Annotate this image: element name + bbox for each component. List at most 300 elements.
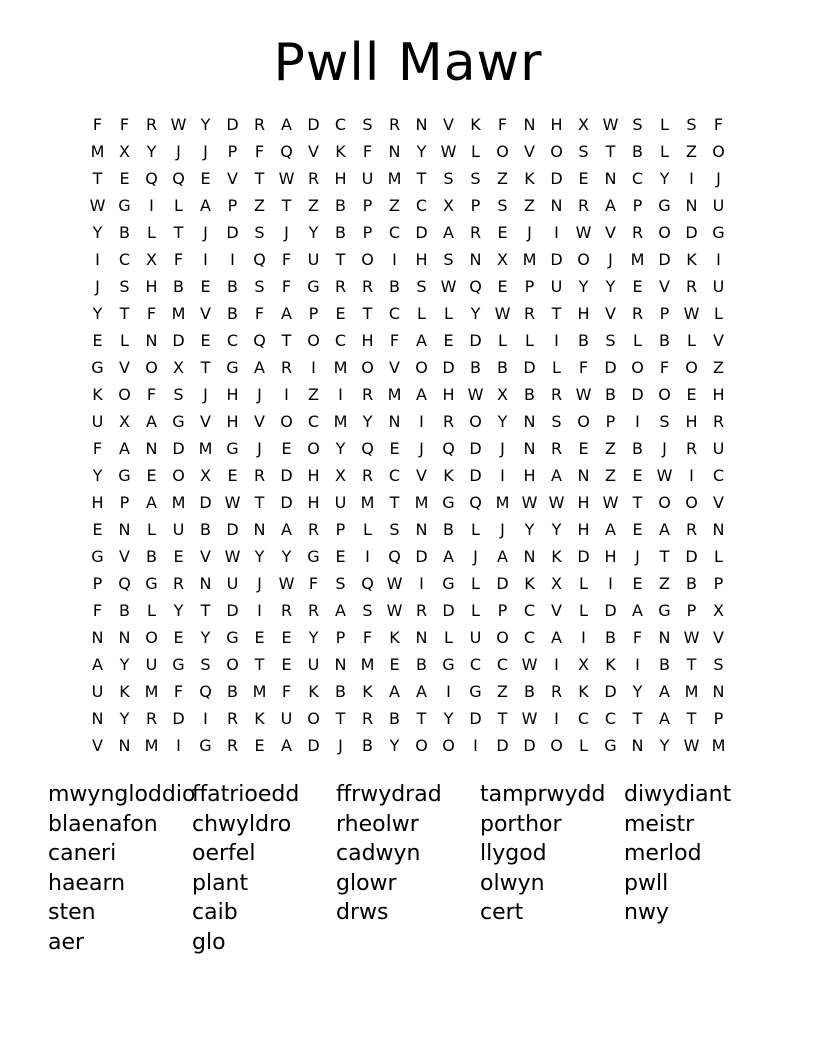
word-list-item: diwydiant — [624, 782, 732, 807]
grid-letter: M — [333, 412, 348, 431]
grid-letter: W — [224, 547, 241, 566]
grid-letter: B — [524, 385, 535, 404]
grid-letter: K — [443, 466, 454, 485]
grid-letter: Z — [497, 169, 508, 188]
grid-letter: I — [554, 223, 559, 242]
grid-letter: J — [500, 439, 505, 458]
grid-letter: T — [335, 709, 346, 728]
grid-letter: C — [712, 466, 725, 485]
grid-letter: H — [712, 385, 725, 404]
grid-letter: E — [254, 736, 265, 755]
grid-letter: K — [470, 115, 481, 134]
grid-letter: S — [686, 115, 697, 134]
grid-letter: Q — [361, 574, 374, 593]
grid-letter: F — [578, 358, 589, 377]
grid-letter: D — [550, 169, 563, 188]
grid-letter: V — [308, 142, 319, 161]
grid-letter: R — [307, 601, 320, 620]
grid-letter: E — [497, 277, 508, 296]
grid-letter: J — [635, 547, 640, 566]
grid-letter: F — [173, 250, 184, 269]
grid-letter: A — [605, 520, 616, 539]
grid-letter: O — [307, 331, 320, 350]
grid-letter: T — [173, 223, 184, 242]
grid-letter: N — [91, 628, 104, 647]
grid-letter: E — [389, 655, 400, 674]
grid-letter: C — [334, 115, 347, 134]
grid-letter: K — [335, 142, 346, 161]
grid-letter: Z — [713, 358, 724, 377]
grid-letter: Q — [469, 493, 482, 512]
grid-letter: T — [389, 493, 400, 512]
grid-letter: Z — [308, 385, 319, 404]
grid-letter: D — [172, 709, 185, 728]
grid-letter: W — [602, 115, 619, 134]
grid-letter: T — [200, 601, 211, 620]
grid-letter: P — [659, 304, 670, 323]
grid-letter: N — [523, 115, 536, 134]
grid-letter: I — [500, 466, 505, 485]
grid-letter: N — [712, 520, 725, 539]
grid-letter: Z — [497, 682, 508, 701]
grid-letter: B — [659, 655, 670, 674]
grid-letter: C — [388, 466, 401, 485]
word-list-item: glowr — [336, 870, 397, 896]
grid-letter: L — [444, 628, 453, 647]
grid-letter: W — [386, 601, 403, 620]
grid-letter: X — [578, 655, 589, 674]
grid-letter: E — [632, 574, 643, 593]
grid-letter: T — [686, 655, 697, 674]
grid-letter: G — [307, 277, 320, 296]
word-list-item: oerfel — [192, 841, 256, 867]
grid-letter: O — [550, 142, 563, 161]
grid-letter: E — [92, 331, 103, 350]
grid-letter: Y — [632, 682, 643, 701]
grid-letter: F — [119, 115, 130, 134]
grid-letter: A — [200, 196, 211, 215]
grid-letter: W — [278, 574, 295, 593]
grid-letter: I — [257, 601, 262, 620]
grid-letter: P — [92, 574, 103, 593]
grid-letter: A — [605, 196, 616, 215]
grid-letter: E — [686, 385, 697, 404]
word-list-item: meistr — [624, 811, 695, 837]
grid-letter: Y — [92, 466, 103, 485]
grid-letter: J — [527, 223, 532, 242]
grid-letter: B — [443, 520, 454, 539]
grid-letter: M — [387, 169, 402, 188]
grid-letter: B — [389, 709, 400, 728]
grid-letter: A — [416, 682, 427, 701]
grid-letter: D — [604, 682, 617, 701]
grid-letter: S — [416, 277, 427, 296]
grid-letter: V — [119, 547, 130, 566]
grid-letter: B — [200, 520, 211, 539]
grid-letter: I — [716, 250, 721, 269]
grid-letter: W — [602, 493, 619, 512]
grid-letter: N — [388, 142, 401, 161]
grid-letter: G — [172, 412, 185, 431]
word-list-item: pwll — [624, 870, 669, 896]
grid-letter: C — [604, 709, 617, 728]
grid-letter: N — [118, 628, 131, 647]
grid-letter: P — [119, 493, 130, 512]
grid-letter: L — [660, 142, 669, 161]
grid-letter: R — [550, 385, 563, 404]
grid-letter: R — [361, 385, 374, 404]
grid-letter: S — [497, 196, 508, 215]
word-list-item: porthor — [480, 811, 562, 837]
grid-letter: G — [658, 601, 671, 620]
grid-letter: Q — [118, 574, 131, 593]
grid-letter: C — [577, 709, 590, 728]
grid-letter: X — [200, 466, 211, 485]
grid-letter: D — [469, 439, 482, 458]
grid-letter: K — [578, 682, 589, 701]
grid-letter: Y — [308, 628, 319, 647]
grid-letter: G — [604, 736, 617, 755]
grid-letter: M — [414, 493, 429, 512]
grid-letter: L — [147, 601, 156, 620]
grid-letter: B — [119, 601, 130, 620]
grid-letter: H — [361, 331, 374, 350]
grid-letter: S — [659, 412, 670, 431]
grid-letter: L — [633, 331, 642, 350]
grid-letter: D — [280, 493, 293, 512]
grid-letter: A — [281, 115, 292, 134]
grid-letter: W — [683, 304, 700, 323]
grid-letter: V — [200, 412, 211, 431]
grid-letter: P — [632, 196, 643, 215]
grid-letter: I — [338, 385, 343, 404]
grid-letter: D — [550, 250, 563, 269]
grid-letter: H — [577, 493, 590, 512]
page-title: Pwll Mawr — [273, 33, 543, 93]
grid-letter: N — [145, 331, 158, 350]
grid-letter: R — [307, 169, 320, 188]
grid-letter: E — [578, 439, 589, 458]
grid-letter: S — [470, 169, 481, 188]
grid-letter: T — [632, 493, 643, 512]
grid-letter: D — [226, 115, 239, 134]
grid-letter: Y — [659, 736, 670, 755]
grid-letter: G — [226, 628, 239, 647]
grid-letter: N — [658, 628, 671, 647]
grid-letter: D — [496, 574, 509, 593]
grid-letter: R — [253, 466, 266, 485]
grid-letter: W — [440, 142, 457, 161]
grid-letter: W — [575, 385, 592, 404]
grid-letter: N — [469, 250, 482, 269]
grid-letter: V — [524, 142, 535, 161]
grid-letter: M — [387, 385, 402, 404]
grid-letter: Y — [524, 520, 535, 539]
grid-letter: O — [469, 412, 482, 431]
grid-letter: R — [685, 439, 698, 458]
grid-letter: D — [442, 601, 455, 620]
grid-letter: X — [497, 385, 508, 404]
grid-letter: T — [254, 655, 265, 674]
grid-letter: B — [227, 277, 238, 296]
grid-letter: O — [361, 358, 374, 377]
grid-letter: R — [550, 682, 563, 701]
grid-letter: S — [362, 115, 373, 134]
grid-letter: V — [659, 277, 670, 296]
grid-letter: R — [712, 412, 725, 431]
word-list-item: blaenafon — [48, 811, 158, 837]
grid-letter: M — [198, 439, 213, 458]
grid-letter: Y — [605, 277, 616, 296]
grid-letter: R — [523, 304, 536, 323]
grid-letter: K — [254, 709, 265, 728]
grid-letter: A — [659, 709, 670, 728]
word-list-item: mwyngloddio — [48, 782, 196, 807]
grid-letter: B — [335, 196, 346, 215]
word-list-item: chwyldro — [192, 811, 292, 837]
grid-letter: S — [632, 115, 643, 134]
grid-letter: O — [415, 358, 428, 377]
grid-letter: Q — [442, 439, 455, 458]
grid-letter: Q — [253, 250, 266, 269]
grid-letter: A — [551, 466, 562, 485]
grid-letter: G — [91, 547, 104, 566]
grid-letter: U — [91, 682, 104, 701]
grid-letter: F — [254, 142, 265, 161]
grid-letter: I — [554, 655, 559, 674]
grid-letter: P — [335, 628, 346, 647]
grid-letter: L — [174, 196, 183, 215]
grid-letter: W — [683, 628, 700, 647]
grid-letter: X — [443, 196, 454, 215]
grid-letter: D — [172, 331, 185, 350]
grid-letter: X — [713, 601, 724, 620]
grid-letter: E — [146, 466, 157, 485]
grid-letter: A — [281, 304, 292, 323]
grid-letter: A — [551, 628, 562, 647]
grid-letter: Y — [659, 169, 670, 188]
grid-letter: J — [95, 277, 100, 296]
grid-letter: Q — [199, 682, 212, 701]
word-list-item: caib — [192, 900, 238, 926]
grid-letter: H — [550, 115, 563, 134]
grid-letter: V — [254, 412, 265, 431]
grid-letter: R — [685, 520, 698, 539]
grid-letter: U — [307, 655, 320, 674]
grid-letter: D — [604, 601, 617, 620]
grid-letter: Q — [145, 169, 158, 188]
grid-letter: L — [147, 520, 156, 539]
grid-letter: O — [442, 736, 455, 755]
word-list-item: merlod — [624, 841, 702, 867]
grid-letter: Y — [119, 655, 130, 674]
grid-letter: R — [415, 601, 428, 620]
grid-letter: F — [173, 682, 184, 701]
grid-letter: N — [550, 196, 563, 215]
grid-letter: I — [581, 628, 586, 647]
grid-letter: X — [551, 574, 562, 593]
grid-letter: B — [497, 358, 508, 377]
grid-letter: B — [686, 574, 697, 593]
grid-letter: T — [119, 304, 130, 323]
grid-letter: K — [92, 385, 103, 404]
grid-letter: N — [415, 115, 428, 134]
grid-letter: H — [523, 466, 536, 485]
grid-letter: F — [92, 115, 103, 134]
grid-letter: T — [281, 196, 292, 215]
grid-letter: L — [552, 358, 561, 377]
grid-letter: R — [631, 304, 644, 323]
grid-letter: W — [683, 736, 700, 755]
grid-letter: F — [254, 304, 265, 323]
grid-letter: C — [388, 223, 401, 242]
grid-letter: P — [524, 277, 535, 296]
grid-letter: E — [281, 439, 292, 458]
grid-letter: F — [281, 250, 292, 269]
grid-letter: A — [497, 547, 508, 566]
grid-letter: G — [469, 682, 482, 701]
grid-letter: U — [469, 628, 482, 647]
grid-letter: U — [712, 439, 725, 458]
grid-letter: L — [498, 331, 507, 350]
word-list-item: ffrwydrad — [336, 782, 442, 807]
grid-letter: X — [119, 412, 130, 431]
grid-letter: J — [500, 520, 505, 539]
word-list-item: tamprwydd — [480, 782, 606, 807]
grid-letter: S — [443, 169, 454, 188]
grid-letter: I — [554, 331, 559, 350]
grid-letter: V — [389, 358, 400, 377]
grid-letter: G — [226, 358, 239, 377]
grid-letter: G — [658, 196, 671, 215]
grid-letter: E — [497, 223, 508, 242]
grid-letter: V — [200, 547, 211, 566]
grid-letter: H — [577, 520, 590, 539]
grid-letter: B — [578, 331, 589, 350]
grid-letter: W — [521, 709, 538, 728]
grid-letter: H — [442, 385, 455, 404]
grid-letter: O — [658, 493, 671, 512]
grid-letter: N — [577, 466, 590, 485]
grid-letter: V — [200, 304, 211, 323]
grid-letter: R — [388, 115, 401, 134]
grid-letter: C — [226, 331, 239, 350]
grid-letter: T — [281, 331, 292, 350]
grid-letter: P — [713, 574, 724, 593]
grid-letter: L — [147, 223, 156, 242]
grid-letter: G — [118, 466, 131, 485]
grid-letter: N — [523, 439, 536, 458]
grid-letter: B — [470, 358, 481, 377]
grid-letter: D — [658, 250, 671, 269]
grid-letter: H — [685, 412, 698, 431]
grid-letter: J — [203, 385, 208, 404]
grid-letter: T — [416, 169, 427, 188]
grid-letter: E — [632, 466, 643, 485]
grid-letter: F — [362, 142, 373, 161]
grid-letter: U — [307, 250, 320, 269]
grid-letter: U — [361, 169, 374, 188]
grid-letter: U — [91, 412, 104, 431]
grid-letter: R — [226, 736, 239, 755]
grid-letter: I — [284, 385, 289, 404]
grid-letter: H — [577, 304, 590, 323]
grid-letter: Z — [686, 142, 697, 161]
grid-letter: B — [362, 736, 373, 755]
grid-letter: C — [469, 655, 482, 674]
grid-letter: N — [118, 736, 131, 755]
grid-letter: A — [281, 736, 292, 755]
grid-letter: A — [281, 520, 292, 539]
grid-letter: J — [338, 736, 343, 755]
grid-letter: L — [471, 520, 480, 539]
grid-letter: E — [200, 277, 211, 296]
grid-letter: C — [415, 196, 428, 215]
grid-letter: P — [713, 709, 724, 728]
grid-letter: K — [308, 682, 319, 701]
grid-letter: T — [551, 304, 562, 323]
grid-letter: O — [577, 250, 590, 269]
grid-letter: W — [89, 196, 106, 215]
grid-letter: S — [362, 601, 373, 620]
grid-letter: Q — [388, 547, 401, 566]
grid-letter: Y — [254, 547, 265, 566]
grid-letter: Y — [308, 223, 319, 242]
grid-letter: M — [144, 682, 159, 701]
grid-letter: F — [497, 115, 508, 134]
grid-letter: E — [335, 547, 346, 566]
grid-letter: L — [687, 331, 696, 350]
grid-letter: Y — [119, 709, 130, 728]
grid-letter: I — [365, 547, 370, 566]
grid-letter: T — [335, 250, 346, 269]
grid-letter: M — [333, 358, 348, 377]
grid-letter: H — [226, 385, 239, 404]
grid-letter: I — [392, 250, 397, 269]
grid-letter: A — [443, 223, 454, 242]
grid-letter: L — [471, 601, 480, 620]
grid-letter: U — [226, 574, 239, 593]
grid-letter: T — [659, 547, 670, 566]
grid-letter: N — [91, 709, 104, 728]
grid-letter: X — [497, 250, 508, 269]
grid-letter: D — [226, 601, 239, 620]
grid-letter: I — [419, 574, 424, 593]
grid-letter: I — [311, 358, 316, 377]
grid-letter: F — [146, 304, 157, 323]
grid-letter: E — [227, 466, 238, 485]
grid-letter: I — [608, 574, 613, 593]
grid-letter: O — [496, 628, 509, 647]
grid-letter: P — [605, 412, 616, 431]
grid-letter: Z — [389, 196, 400, 215]
grid-letter: Y — [335, 439, 346, 458]
grid-letter: S — [254, 277, 265, 296]
grid-letter: O — [685, 493, 698, 512]
grid-letter: H — [307, 466, 320, 485]
grid-letter: B — [605, 385, 616, 404]
grid-letter: U — [712, 277, 725, 296]
grid-letter: Y — [92, 304, 103, 323]
grid-letter: E — [281, 628, 292, 647]
grid-letter: W — [521, 655, 538, 674]
grid-letter: D — [307, 736, 320, 755]
grid-letter: E — [389, 439, 400, 458]
grid-letter: D — [415, 547, 428, 566]
word-list-item: cadwyn — [336, 841, 421, 867]
grid-letter: I — [149, 196, 154, 215]
grid-letter: U — [550, 277, 563, 296]
